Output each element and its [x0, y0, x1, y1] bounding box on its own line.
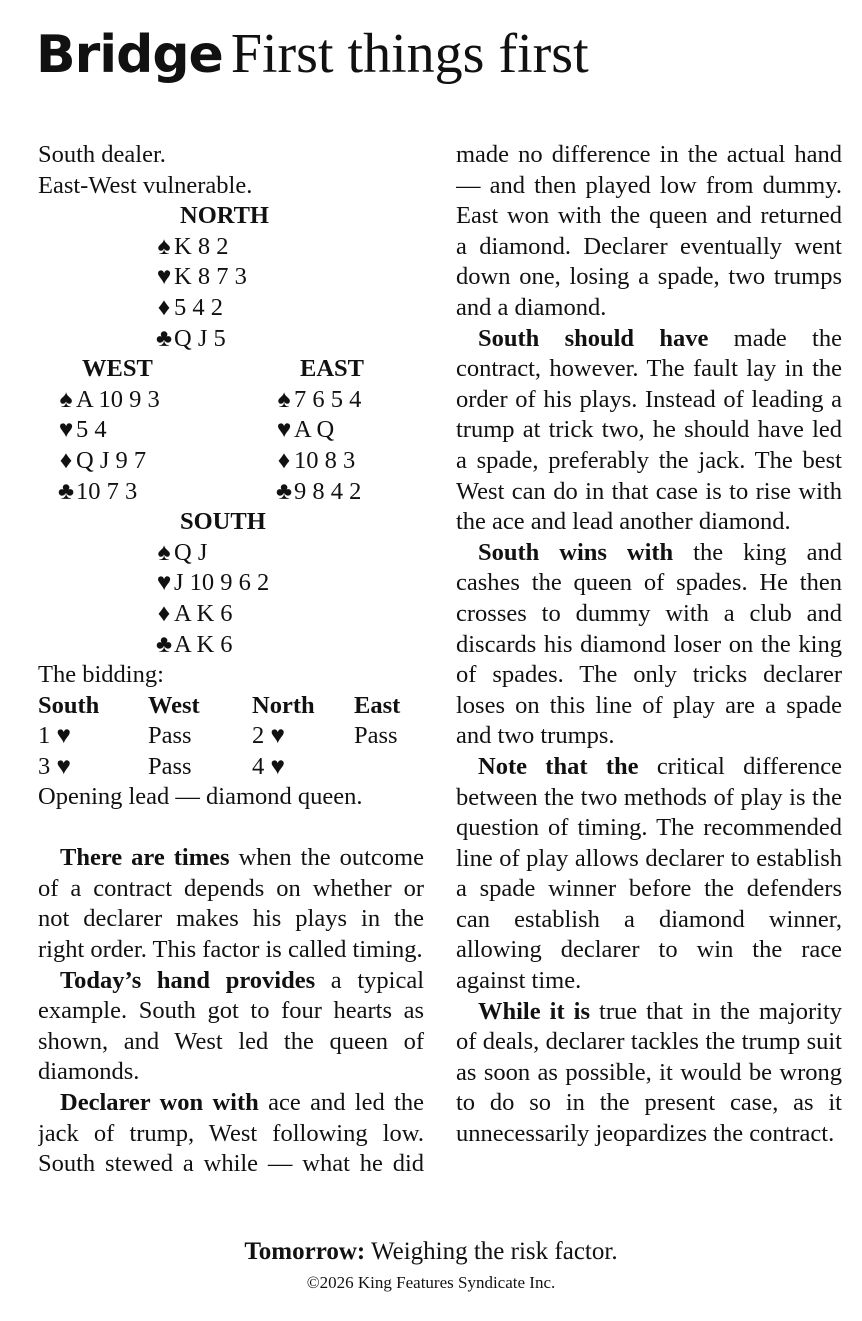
page-header — [36, 23, 589, 85]
body-paragraph: South wins with the king and cashes the queen of spades. He then crosses to dummy with a club and discards his diamond loser on the king of spades. The only tricks declarer loses on this line of play are a spade and two trumps. — [456, 538, 842, 750]
east-label: EAST — [300, 355, 365, 383]
body-paragraph: Note that the critical difference between the two methods of play is the question of timing. The recommended line of play allows declarer to establish a spade winner before the defenders can establish a diamond winner, allowing declarer to win the race against time. — [456, 752, 842, 995]
club-icon: ♣ — [155, 630, 173, 658]
diamond-icon: ♦ — [59, 446, 73, 474]
spade-icon: ♠ — [59, 385, 73, 413]
west-diamonds: ♦ Q J 9 7 — [56, 446, 146, 477]
left-column — [38, 140, 424, 1180]
heart-icon: ♥ — [156, 569, 172, 597]
club-icon: ♣ — [275, 477, 293, 505]
club-icon: ♣ — [155, 324, 173, 352]
west-label: WEST — [82, 355, 153, 383]
south-diamonds: ♦ A K 6 — [154, 599, 233, 630]
bidding-table — [38, 721, 424, 813]
heart-icon: ♥ — [276, 416, 292, 444]
dealer-line: South dealer. — [38, 141, 166, 168]
body-paragraph-split: Declarer won with ace and led the jack of trump, West following low. South stewed a while — what he did — [38, 1088, 424, 1178]
body-paragraph: While it is true that in the majority of deals, declarer tackles the trump suit as soon as possible, it would be wrong to do so in the present case, as it unnecessarily jeopardizes the contract. — [456, 997, 843, 1148]
north-label: NORTH — [180, 202, 269, 230]
club-icon: ♣ — [57, 477, 75, 505]
bidding-header-south: South — [38, 691, 100, 719]
south-clubs: ♣A K 6 — [154, 630, 233, 661]
diamond-icon: ♦ — [277, 446, 291, 474]
west-hearts: ♥ 5 4 — [56, 415, 107, 446]
bid-cell: 3 ♥ — [38, 752, 71, 780]
diamond-icon: ♦ — [157, 599, 171, 627]
heart-icon: ♥ — [58, 416, 74, 444]
body-paragraph: Today’s hand provides a typical example. South got to four hearts as shown, and West led the queen of diamonds. — [38, 966, 425, 1086]
west-spades: ♠ A 10 9 3 — [56, 385, 160, 416]
heart-icon: ♥ — [156, 263, 172, 291]
bid-cell: 4 ♥ — [252, 752, 285, 780]
north-clubs: ♣Q J 5 — [154, 324, 226, 355]
east-spades: ♠ 7 6 5 4 — [274, 385, 361, 416]
hand-diagram — [38, 201, 424, 721]
north-diamonds: ♦ 5 4 2 — [154, 293, 223, 324]
bid-cell: Pass — [148, 752, 192, 780]
body-paragraph: There are times when the outcome of a contract depends on whether or not declarer makes his plays in the right order. This factor is called timing. — [38, 844, 424, 963]
column-brand: Bridge — [36, 25, 223, 85]
south-hearts: ♥ J 10 9 6 2 — [154, 568, 269, 599]
south-label: SOUTH — [180, 508, 266, 536]
bid-cell: Pass — [148, 722, 192, 750]
copyright-notice: ©2026 King Features Syndicate Inc. — [306, 1273, 556, 1292]
bidding-header-east: East — [354, 691, 401, 719]
opening-lead-line: Opening lead — diamond queen. — [38, 783, 363, 811]
east-hearts: ♥ A Q — [274, 415, 334, 446]
right-column — [456, 140, 842, 1150]
north-spades: ♠ K 8 2 — [154, 232, 228, 263]
page-footer — [0, 1236, 862, 1296]
tomorrow-teaser: Tomorrow: Weighing the risk factor. — [244, 1238, 618, 1265]
paragraph-continuation: made no difference in the actual hand — and then played low from dummy. East won with the queen and returned a diamond. Declarer eventually went down one, losing a spade, two trumps and a diamond. — [456, 140, 842, 321]
west-clubs: ♣10 7 3 — [56, 477, 137, 508]
east-clubs: ♣9 8 4 2 — [274, 477, 361, 508]
diamond-icon: ♦ — [157, 293, 171, 321]
article-headline: First things first — [230, 23, 589, 85]
body-paragraph: South should have made the contract, however. The fault lay in the order of his plays. Instead of leading a trump at trick two, he should have led a spade, preferably the jack. The best West can do in that case is to rise with the ace and lead another diamond. — [456, 324, 842, 536]
spade-icon: ♠ — [157, 538, 171, 566]
spade-icon: ♠ — [277, 385, 291, 413]
bidding-header-west: West — [148, 691, 200, 719]
east-diamonds: ♦ 10 8 3 — [274, 446, 355, 477]
bid-cell: Pass — [354, 722, 398, 750]
spade-icon: ♠ — [157, 232, 171, 260]
north-hearts: ♥ K 8 7 3 — [154, 262, 247, 293]
vulnerability-line: East-West vulnerable. — [38, 171, 253, 199]
south-spades: ♠ Q J — [154, 538, 207, 569]
bidding-header-north: North — [252, 691, 315, 719]
bid-cell: 2 ♥ — [252, 722, 285, 750]
bid-cell: 1 ♥ — [38, 722, 71, 750]
bidding-title: The bidding: — [38, 661, 164, 689]
